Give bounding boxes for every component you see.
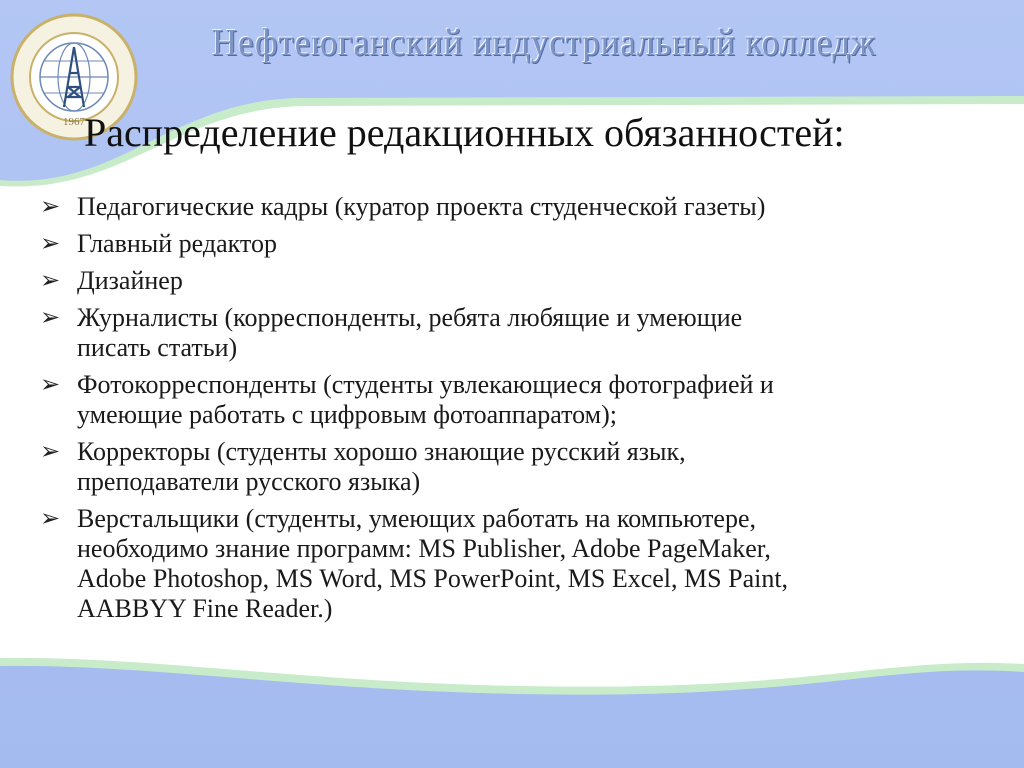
list-item-text: Фотокорреспонденты (студенты увлекающиеся фотографией и умеющие работать с цифровым фотоаппаратом); <box>77 370 774 429</box>
arrow-bullet-icon: ➢ <box>40 194 61 220</box>
arrow-bullet-icon: ➢ <box>40 231 61 257</box>
list-item-text: Педагогические кадры (куратор проекта студенческой газеты) <box>77 192 766 221</box>
list-item <box>40 437 950 497</box>
slide-title: Распределение редакционных обязанностей: <box>84 110 845 155</box>
list-item <box>40 504 950 624</box>
list-item <box>40 370 950 430</box>
list-item <box>40 303 950 363</box>
logo-year: 1967 <box>63 116 85 128</box>
responsibilities-list <box>40 192 950 631</box>
list-item-text: Корректоры (студенты хорошо знающие русский язык, преподаватели русского языка) <box>77 437 686 496</box>
list-item-text: Журналисты (корреспонденты, ребята любящие и умеющие писать статьи) <box>77 303 743 362</box>
list-item-text: Дизайнер <box>77 266 183 295</box>
arrow-bullet-icon: ➢ <box>40 506 61 532</box>
list-item-text: Верстальщики (студенты, умеющих работать на компьютере, необходимо знание программ: MS Publisher, Adobe PageMaker, Adobe Photoshop, MS Word, MS PowerPoint, MS Excel, MS Paint, AABBYY Fine Reader.) <box>77 504 789 623</box>
college-name-header: Нефтеюганский индустриальный колледж <box>212 22 877 64</box>
arrow-bullet-icon: ➢ <box>40 372 61 398</box>
list-item <box>40 192 950 222</box>
arrow-bullet-icon: ➢ <box>40 439 61 465</box>
list-item <box>40 229 950 259</box>
arrow-bullet-icon: ➢ <box>40 305 61 331</box>
arrow-bullet-icon: ➢ <box>40 268 61 294</box>
list-item-text: Главный редактор <box>77 229 277 258</box>
list-item <box>40 266 950 296</box>
